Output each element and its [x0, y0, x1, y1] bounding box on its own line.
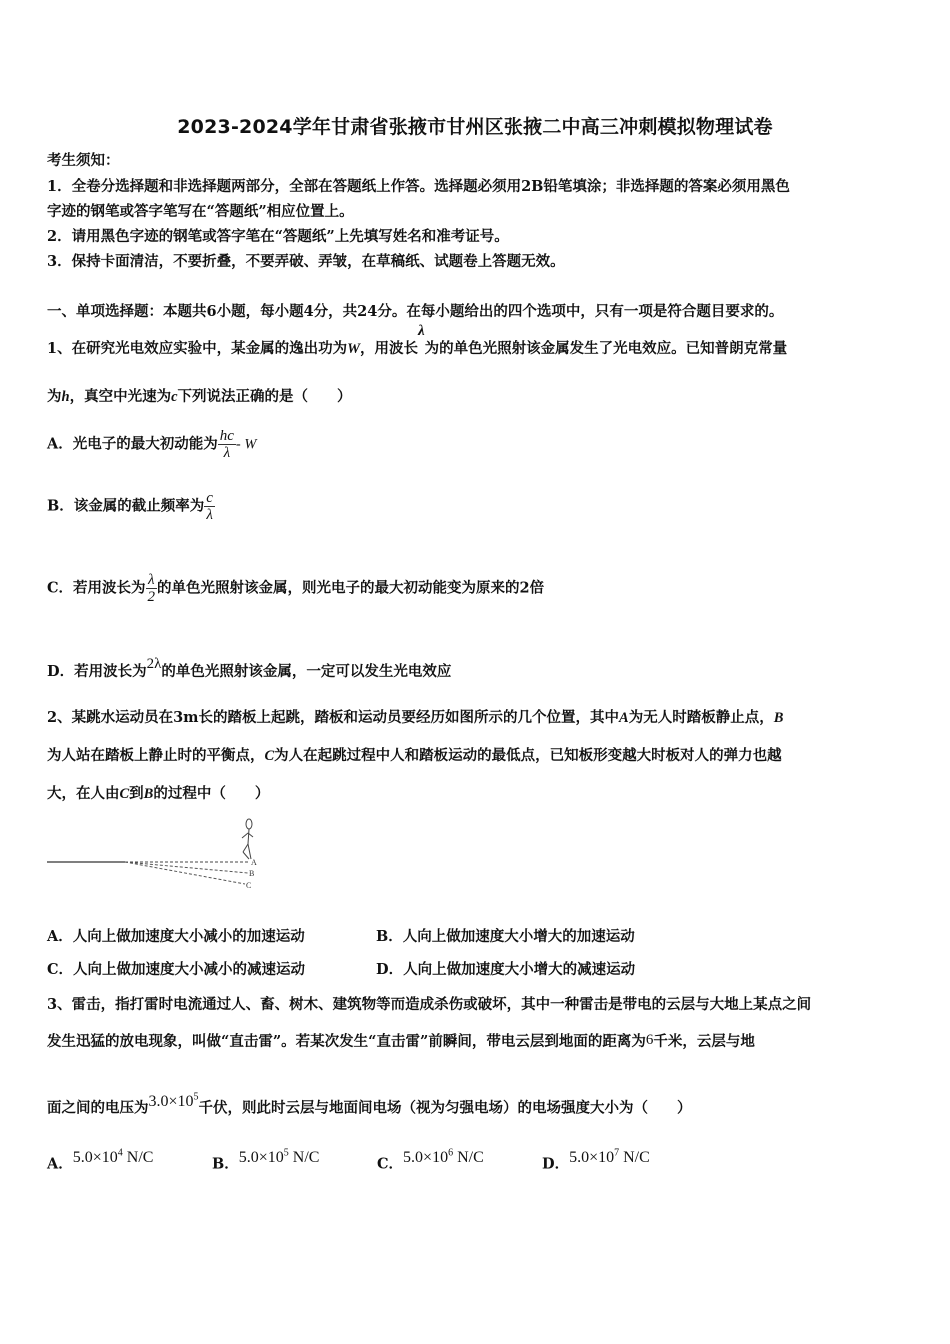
- section-heading: 一、单项选择题：本题共6小题，每小题4分，共24分。在每小题给出的四个选项中，只有一项是符合题目要求的。: [47, 303, 784, 320]
- notice-item: 2．请用黑色字迹的钢笔或答字笔在“答题纸”上先填写姓名和准考证号。: [47, 228, 509, 245]
- label-c: C: [246, 881, 252, 890]
- q2-option-a: A．人向上做加速度大小减小的加速运动: [47, 928, 305, 945]
- q3-option-c: C．$5.0\times 10^6$ N/C: [377, 1148, 484, 1173]
- notice-item: 字迹的钢笔或答字笔写在“答题纸”相应位置上。: [47, 203, 354, 220]
- q1-stem-line1: 1、在研究光电效应实验中，某金属的逸出功为W，用波长λ为的单色光照射该金属发生了光电效应。已知普朗克常量: [47, 323, 788, 357]
- q2-option-c: C．人向上做加速度大小减小的减速运动: [47, 961, 306, 978]
- q2-stem-line2: 为人站在踏板上静止时的平衡点，C为人在起跳过程中人和踏板运动的最低点，已知板形变越大时板对人的弹力也越: [47, 747, 782, 764]
- q1-option-a: A．光电子的最大初动能为 $\frac{hc}{\lambda}$ - W: [47, 428, 257, 461]
- q3-option-a: A．$5.0\times 10^4$ N/C: [47, 1148, 154, 1173]
- q2-option-d: D．人向上做加速度大小增大的减速运动: [376, 961, 636, 978]
- notice-item: 1．全卷分选择题和非选择题两部分，全部在答题纸上作答。选择题必须用2B铅笔填涂；非选择题的答案必须用黑色: [47, 178, 790, 195]
- notice-item: 3．保持卡面清洁，不要折叠，不要弄破、弄皱，在草稿纸、试题卷上答题无效。: [47, 253, 565, 270]
- q3-option-d: D．$5.0\times 10^7$ N/C: [542, 1148, 650, 1173]
- q3-stem-line2: 发生迅猛的放电现象，叫做“直击雷”。若某次发生“直击雷”前瞬间，带电云层到地面的距离为6千米，云层与地: [47, 1032, 755, 1050]
- q2-option-b: B．人向上做加速度大小增大的加速运动: [376, 928, 635, 945]
- q3-stem-line1: 3、雷击，指打雷时电流通过人、畜、树木、建筑物等而造成杀伤或破坏，其中一种雷击是带电的云层与大地上某点之间: [47, 996, 812, 1013]
- diving-board-diagram: [45, 812, 275, 894]
- label-a: A: [251, 858, 257, 867]
- page-title: 2023-2024学年甘肃省张掖市甘州区张掖二中高三冲刺模拟物理试卷: [177, 116, 773, 138]
- notice-heading: 考生须知：: [47, 152, 120, 169]
- board-position-b: [125, 862, 248, 873]
- label-b: B: [249, 869, 255, 878]
- q1-option-b: B．该金属的截止频率为 $\frac{c}{\lambda}$: [47, 490, 213, 523]
- q2-stem-line3: 大，在人由C到B的过程中（ ）: [47, 785, 270, 802]
- q1-option-c: C．若用波长为 $\frac{\lambda}{2}$ 的单色光照射该金属，则光电子的最大初动能变为原来的2倍: [47, 572, 545, 605]
- diver-figure: [242, 819, 253, 859]
- q2-stem-line1: 2、某跳水运动员在3m长的踏板上起跳，踏板和运动员要经历如图所示的几个位置，其中A为无人时踏板静止点，B: [47, 709, 784, 726]
- q1-stem-line2: 为h，真空中光速为c下列说法正确的是（ ）: [47, 388, 352, 405]
- q1-option-d: D．若用波长为2λ的单色光照射该金属，一定可以发生光电效应: [47, 656, 452, 680]
- q3-stem-line3: 面之间的电压为$3.0\times 10^5$千伏，则此时云层与地面间电场（视为匀强电场）的电场强度大小为（ ）: [47, 1092, 692, 1117]
- board-position-c: [125, 862, 245, 884]
- q3-option-b: B．$5.0\times 10^5$ N/C: [212, 1148, 320, 1173]
